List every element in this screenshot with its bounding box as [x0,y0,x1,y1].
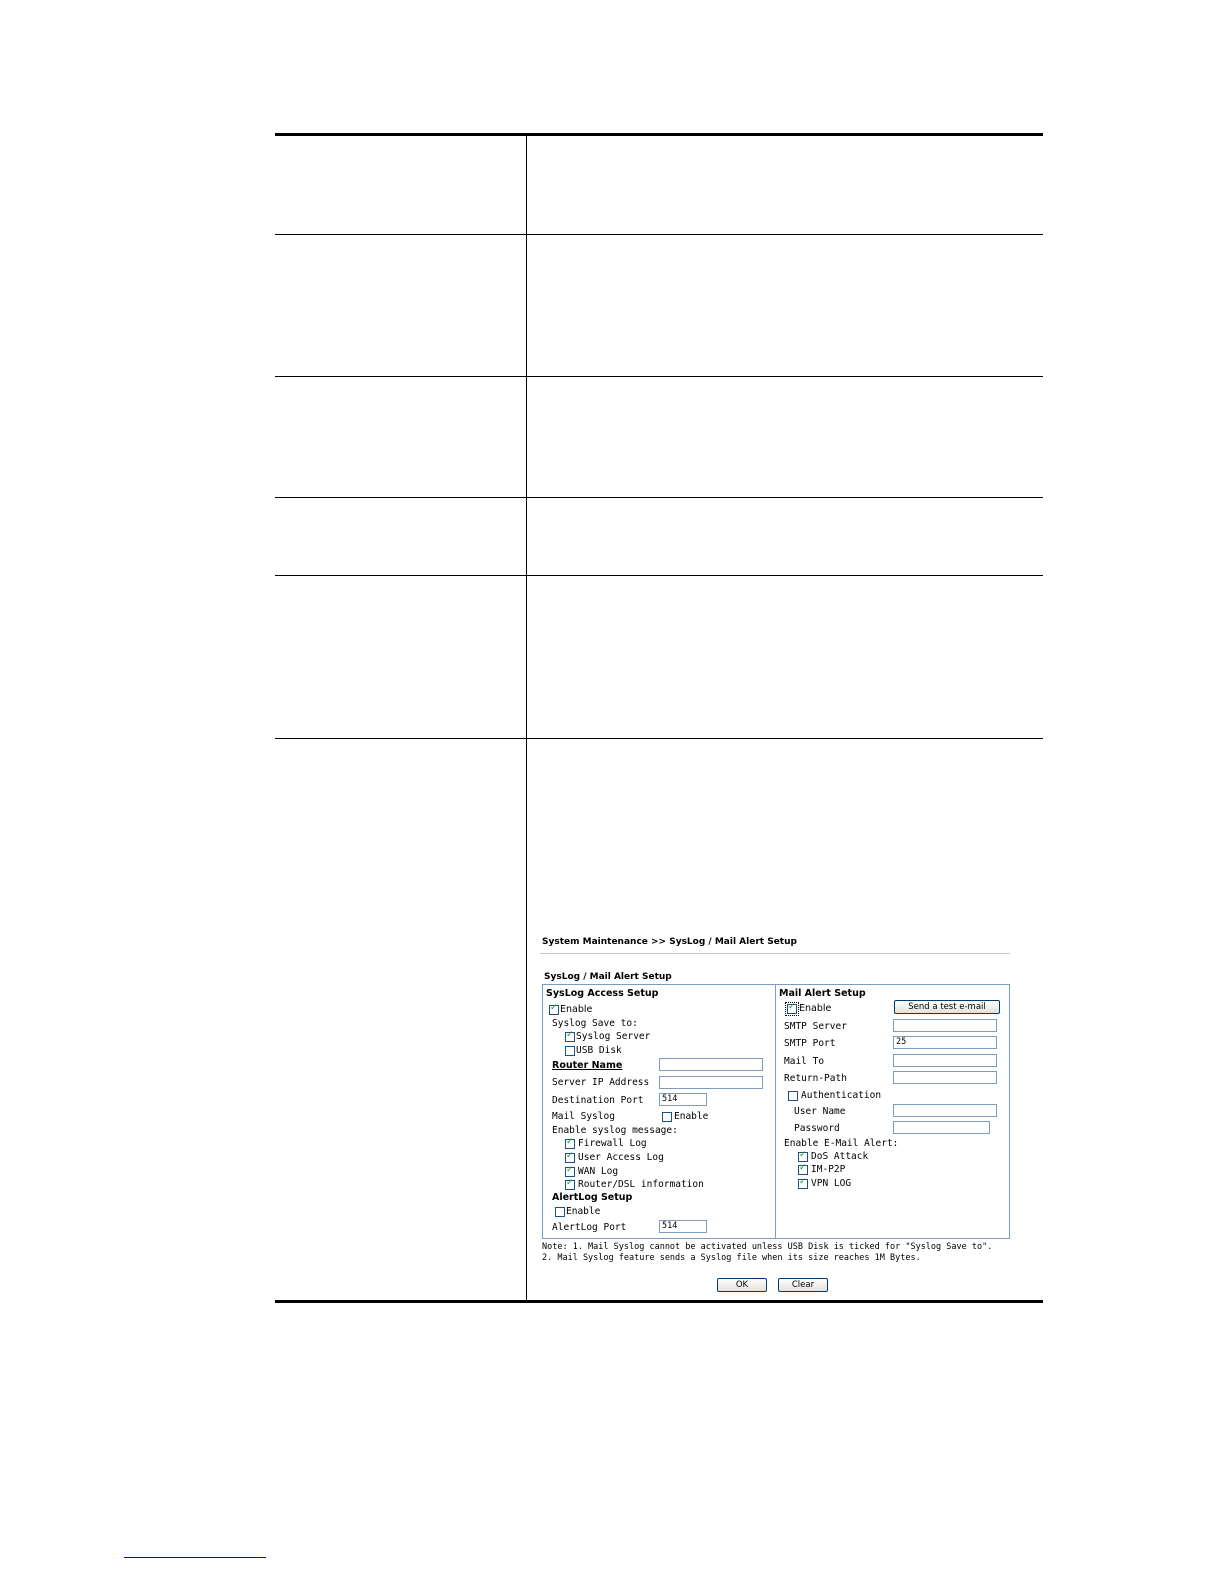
authentication-checkbox[interactable] [788,1091,798,1101]
server-ip-input[interactable] [659,1076,763,1089]
alertlog-port-label: AlertLog Port [552,1222,627,1233]
alertlog-enable-checkbox[interactable] [555,1207,565,1217]
table-row-divider [275,376,1043,377]
send-test-email-button[interactable]: Send a test e-mail [894,1000,1000,1014]
mail-to-label: Mail To [784,1056,825,1067]
vpn-log-checkbox[interactable] [798,1179,808,1189]
usb-disk-label: USB Disk [576,1045,622,1056]
password-input[interactable] [893,1121,990,1134]
mail-syslog-enable-label: Enable [674,1111,709,1122]
mail-syslog-checkbox[interactable] [662,1112,672,1122]
panel-divider [775,984,776,1239]
firewall-log-checkbox[interactable] [565,1139,575,1149]
password-label: Password [794,1123,840,1134]
destination-port-input[interactable]: 514 [659,1093,707,1106]
user-name-label: User Name [794,1106,846,1117]
syslog-access-header: SysLog Access Setup [546,988,659,999]
syslog-server-label: Syslog Server [576,1031,651,1042]
enable-email-alert-label: Enable E-Mail Alert: [784,1138,899,1149]
router-name-input[interactable] [659,1058,763,1071]
syslog-save-to-label: Syslog Save to: [552,1018,638,1029]
table-bottom-rule [275,1300,1043,1303]
dos-attack-label: DoS Attack [811,1151,869,1162]
smtp-port-input[interactable]: 25 [893,1036,997,1049]
smtp-server-label: SMTP Server [784,1021,847,1032]
table-top-rule [275,133,1043,136]
mail-alert-header: Mail Alert Setup [779,988,866,999]
syslog-enable-checkbox[interactable] [549,1005,559,1015]
section-title: SysLog / Mail Alert Setup [544,972,672,982]
vpn-log-label: VPN LOG [811,1178,852,1189]
breadcrumb: System Maintenance >> SysLog / Mail Alert Setup [542,937,797,947]
clear-button[interactable]: Clear [778,1278,828,1292]
table-row-divider [275,738,1043,739]
syslog-enable-label: Enable [560,1004,593,1015]
alertlog-enable-label: Enable [566,1206,601,1217]
im-p2p-label: IM-P2P [811,1164,846,1175]
mail-enable-checkbox[interactable] [787,1004,797,1014]
breadcrumb-divider [540,953,1010,954]
firewall-log-label: Firewall Log [578,1138,647,1149]
dos-attack-checkbox[interactable] [798,1152,808,1162]
server-ip-label: Server IP Address [552,1077,650,1088]
smtp-server-input[interactable] [893,1019,997,1032]
ok-button[interactable]: OK [717,1278,767,1292]
alertlog-port-input[interactable]: 514 [659,1220,707,1233]
user-access-log-checkbox[interactable] [565,1153,575,1163]
return-path-label: Return-Path [784,1073,847,1084]
router-dsl-info-checkbox[interactable] [565,1180,575,1190]
authentication-label: Authentication [801,1090,882,1101]
router-dsl-info-label: Router/DSL information [578,1179,704,1190]
im-p2p-checkbox[interactable] [798,1165,808,1175]
wan-log-label: WAN Log [578,1166,619,1177]
table-row-divider [275,575,1043,576]
note-line-2: 2. Mail Syslog feature sends a Syslog file when its size reaches 1M Bytes. [542,1253,921,1263]
user-access-log-label: User Access Log [578,1152,664,1163]
user-name-input[interactable] [893,1104,997,1117]
mail-syslog-label: Mail Syslog [552,1111,615,1122]
table-row-divider [275,234,1043,235]
alertlog-setup-header: AlertLog Setup [552,1192,633,1203]
enable-syslog-message-label: Enable syslog message: [552,1125,678,1136]
note-line-1: Note: 1. Mail Syslog cannot be activated unless USB Disk is ticked for "Syslog Save to". [542,1242,993,1252]
table-column-divider [526,133,527,1303]
destination-port-label: Destination Port [552,1095,644,1106]
mail-enable-label: Enable [799,1003,832,1014]
mail-to-input[interactable] [893,1054,997,1067]
usb-disk-checkbox[interactable] [565,1046,575,1056]
return-path-input[interactable] [893,1071,997,1084]
router-name-link[interactable]: Router Name [552,1060,623,1071]
syslog-server-checkbox[interactable] [565,1032,575,1042]
syslog-mail-alert-screenshot [540,936,1012,1296]
smtp-port-label: SMTP Port [784,1038,836,1049]
table-row-divider [275,497,1043,498]
wan-log-checkbox[interactable] [565,1167,575,1177]
footer-link-underline [124,1557,266,1558]
